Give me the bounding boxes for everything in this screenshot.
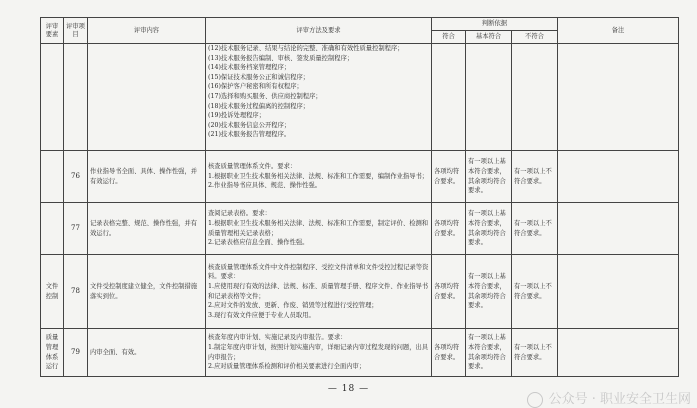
header-basic: 基本符合 bbox=[466, 31, 512, 44]
row-number: 77 bbox=[64, 203, 88, 255]
method-line: (13)技术服务报告编制、审核、签发质量控制程序； bbox=[208, 54, 354, 62]
method-line: 1.根据职业卫生技术服务相关法律、法规、标准和工作需要，编制作业指导书； bbox=[208, 172, 429, 180]
row-noncomply: 有一项以上不符合要求。 bbox=[512, 329, 558, 377]
row-content: 作业指导书全面、具体、操作性强，并有效运行。 bbox=[88, 151, 206, 203]
row-number: 79 bbox=[64, 329, 88, 377]
row-noncomply: 有一项以上不符合要求。 bbox=[512, 203, 558, 255]
method-line: 2.记录表格应信息全面、操作性强。 bbox=[208, 239, 309, 247]
method-line: (12)技术服务记录、结果与结论的完整、准确和有效性质量控制程序； bbox=[208, 45, 404, 52]
cont-element-cell bbox=[41, 44, 64, 151]
method-line: 1.根据职业卫生技术服务相关法律、法规、标准和工作需要，制定评价、检测和质量管理相关记录表格； bbox=[208, 219, 429, 237]
method-line: 3.现行有效文件应便于专业人员取用。 bbox=[208, 311, 315, 319]
table-row bbox=[41, 329, 679, 377]
row-basic: 有一项以上基本符合要求，其余项均符合要求。 bbox=[466, 255, 512, 329]
header-comply: 符合 bbox=[432, 31, 466, 44]
row-noncomply: 有一项以上不符合要求。 bbox=[512, 255, 558, 329]
row-element: 质量管理体系运行 bbox=[41, 329, 64, 377]
row-remark bbox=[558, 329, 679, 377]
row-basic: 有一项以上基本符合要求，其余项均符合要求。 bbox=[466, 329, 512, 377]
method-line: 2.应对文件的发放、更新、作废、销毁等过程进行受控管理； bbox=[208, 302, 378, 310]
row-method bbox=[206, 203, 432, 255]
row-content: 内审全面、有效。 bbox=[88, 329, 206, 377]
header-content: 评审内容 bbox=[88, 18, 206, 44]
table-row bbox=[41, 255, 679, 329]
method-line: (19)投诉处理程序； bbox=[208, 112, 266, 120]
row-remark bbox=[558, 255, 679, 329]
header-basis: 判断依据 bbox=[432, 18, 558, 31]
continuation-row bbox=[41, 44, 679, 151]
cont-noncomply-cell bbox=[512, 44, 558, 151]
row-remark bbox=[558, 151, 679, 203]
cont-basic-cell bbox=[466, 44, 512, 151]
method-line: (21)技术服务报告管理程序。 bbox=[208, 131, 291, 139]
method-line: 2.应对质量管理体系检测和评价相关要素进行全面内审； bbox=[208, 363, 366, 371]
header-element: 评审要素 bbox=[41, 18, 64, 44]
method-line: 核查质量管理体系文件中文件控制程序、受控文件清单和文件受控过程记录等资料。要求： bbox=[208, 263, 429, 281]
row-number: 78 bbox=[64, 255, 88, 329]
watermark-text: 公众号 · 职业安全卫生网 bbox=[548, 392, 691, 407]
row-content: 文件受控制度建立健全，文件控制措施落实到位。 bbox=[88, 255, 206, 329]
method-line: 1.应使用现行有效的法律、法规、标准、质量管理手册、程序文件、作业指导书和记录表格等文件； bbox=[208, 282, 429, 300]
method-line: 核查年度内审计划、实施记录及内审报告。要求： bbox=[208, 334, 347, 342]
row-element bbox=[41, 203, 64, 255]
method-line: 查阅记录表格。要求： bbox=[208, 210, 271, 218]
method-line: 核查质量管理体系文件。要求： bbox=[208, 163, 297, 171]
table-header bbox=[41, 18, 679, 44]
method-line: 2.作业指导书应具体、规范、操作性强。 bbox=[208, 182, 322, 190]
row-element: 文件控制 bbox=[41, 255, 64, 329]
row-basic: 有一项以上基本符合要求，其余项均符合要求。 bbox=[466, 203, 512, 255]
method-line: (18)技术服务过程偏离的控制程序； bbox=[208, 102, 310, 110]
row-element bbox=[41, 151, 64, 203]
cont-remark-cell bbox=[558, 44, 679, 151]
review-table bbox=[40, 17, 679, 377]
row-method bbox=[206, 255, 432, 329]
header-remark: 备注 bbox=[558, 18, 679, 44]
method-line: (14)技术服务档案管理程序； bbox=[208, 64, 291, 72]
cont-content-cell bbox=[88, 44, 206, 151]
wechat-icon bbox=[527, 392, 543, 408]
method-line: (15)保证技术服务公正和诚信程序； bbox=[208, 73, 310, 81]
header-item: 评审项目 bbox=[64, 18, 88, 44]
row-comply: 各项均符合要求。 bbox=[432, 255, 466, 329]
row-method bbox=[206, 329, 432, 377]
page-number: — 18 — bbox=[327, 384, 370, 394]
method-line: (20)技术服务信息公开程序； bbox=[208, 121, 291, 129]
cont-comply-cell bbox=[432, 44, 466, 151]
cont-method-cell bbox=[206, 44, 432, 151]
table-row bbox=[41, 203, 679, 255]
row-comply: 各项均符合要求。 bbox=[432, 329, 466, 377]
row-content: 记录表格完整、规范、操作性强，并有效运行。 bbox=[88, 203, 206, 255]
row-comply: 各项均符合要求。 bbox=[432, 203, 466, 255]
header-noncomply: 不符合 bbox=[512, 31, 558, 44]
row-number: 76 bbox=[64, 151, 88, 203]
row-remark bbox=[558, 203, 679, 255]
method-line: (16)保护客户秘密和所有权程序； bbox=[208, 83, 303, 91]
header-method: 评审方法及要求 bbox=[206, 18, 432, 44]
row-comply: 各项均符合要求。 bbox=[432, 151, 466, 203]
row-method bbox=[206, 151, 432, 203]
row-basic: 有一项以上基本符合要求，其余项均符合要求。 bbox=[466, 151, 512, 203]
cont-no-cell bbox=[64, 44, 88, 151]
method-line: (17)选择和购买服务、供应商控制程序； bbox=[208, 92, 322, 100]
method-line: 1.制定年度内审计划，按照计划实施内审，详细记录内审过程发现的问题，出具内审报告； bbox=[208, 343, 429, 361]
row-noncomply: 有一项以上不符合要求。 bbox=[512, 151, 558, 203]
table-row bbox=[41, 151, 679, 203]
watermark bbox=[527, 388, 691, 408]
